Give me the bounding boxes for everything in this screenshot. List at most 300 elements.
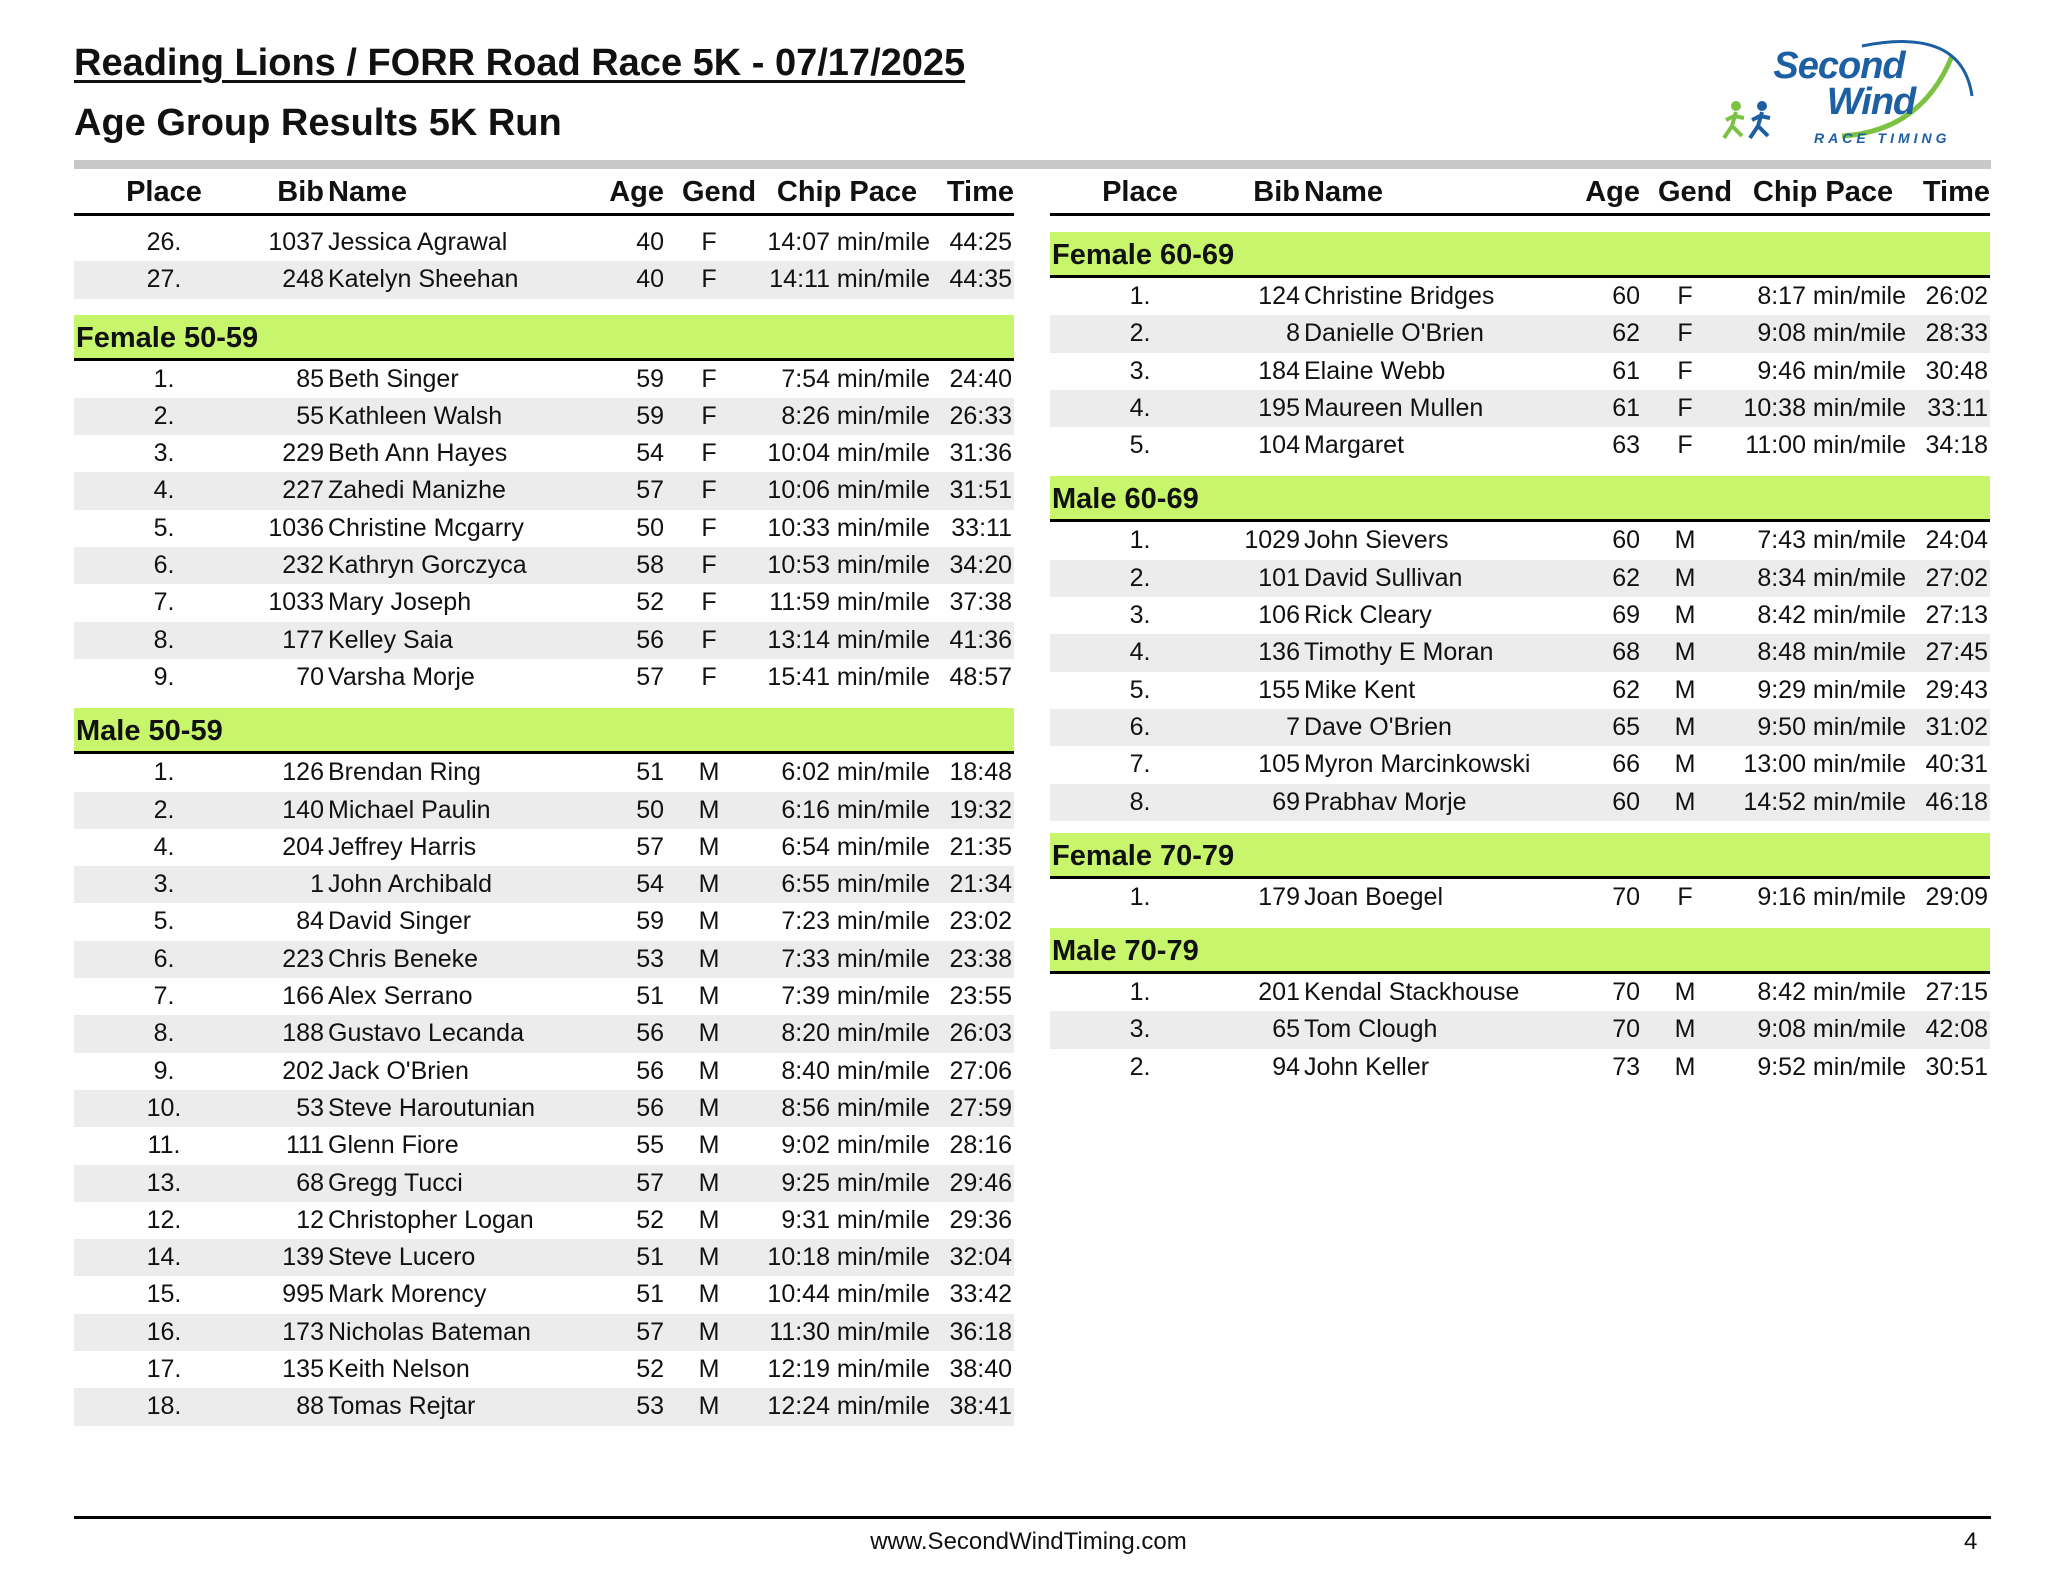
gender-cell: F: [1677, 282, 1693, 310]
gender-cell: M: [698, 1093, 720, 1122]
result-row: [74, 584, 1014, 621]
bib-cell: 1: [310, 870, 324, 899]
place-cell: 1.: [1129, 978, 1151, 1007]
header-time: Time: [946, 176, 1014, 208]
time-cell: 26:33: [949, 401, 1012, 430]
result-row: [1050, 597, 1990, 634]
age-cell: 40: [636, 228, 664, 256]
name-cell: Alex Serrano: [328, 982, 473, 1011]
bib-cell: 232: [282, 551, 324, 580]
bib-cell: 53: [296, 1093, 324, 1122]
time-cell: 28:16: [949, 1131, 1012, 1160]
chip-pace-cell: 11:00 min/mile: [1745, 431, 1906, 460]
age-cell: 51: [636, 1243, 664, 1272]
bib-cell: 166: [282, 982, 324, 1011]
name-cell: Jack O'Brien: [328, 1056, 469, 1085]
time-cell: 30:48: [1925, 356, 1988, 385]
gender-cell: F: [701, 439, 717, 468]
age-cell: 52: [636, 1355, 664, 1384]
column-header-row: [1050, 176, 1990, 216]
age-cell: 51: [636, 1280, 664, 1309]
bib-cell: 136: [1258, 638, 1300, 667]
chip-pace-cell: 12:19 min/mile: [767, 1355, 930, 1384]
gender-cell: M: [1674, 712, 1696, 741]
gender-cell: M: [698, 870, 720, 899]
logo-tagline: RACE TIMING: [1814, 130, 1951, 146]
gender-cell: M: [698, 758, 720, 787]
time-cell: 27:13: [1925, 601, 1988, 630]
name-cell: Nicholas Bateman: [328, 1317, 531, 1346]
chip-pace-cell: 6:16 min/mile: [781, 795, 930, 824]
place-cell: 6.: [153, 551, 175, 580]
time-cell: 23:02: [949, 907, 1012, 936]
age-cell: 60: [1612, 526, 1640, 555]
chip-pace-cell: 9:08 min/mile: [1757, 1015, 1906, 1044]
time-cell: 34:20: [949, 551, 1012, 580]
age-group-header: Female 70-79: [1050, 833, 1990, 879]
age-cell: 54: [636, 439, 664, 468]
time-cell: 29:46: [949, 1168, 1012, 1197]
age-cell: 68: [1612, 638, 1640, 667]
age-group-header: Female 50-59: [74, 315, 1014, 361]
time-cell: 23:55: [949, 982, 1012, 1011]
place-cell: 4.: [153, 832, 175, 861]
name-cell: Kathleen Walsh: [328, 401, 503, 430]
time-cell: 46:18: [1925, 787, 1988, 816]
bib-cell: 184: [1258, 356, 1300, 385]
place-cell: 7.: [153, 588, 175, 617]
time-cell: 38:41: [949, 1392, 1012, 1421]
age-cell: 58: [636, 551, 664, 580]
place-cell: 18.: [146, 1392, 182, 1421]
result-row: [74, 1351, 1014, 1388]
name-cell: Christine Bridges: [1304, 282, 1495, 310]
header-chip-pace: Chip Pace: [1752, 176, 1894, 208]
result-row: [1050, 278, 1990, 315]
header-place: Place: [1102, 176, 1178, 208]
place-cell: 7.: [1129, 750, 1151, 779]
chip-pace-cell: 9:29 min/mile: [1757, 675, 1906, 704]
place-cell: 7.: [153, 982, 175, 1011]
age-cell: 57: [636, 1317, 664, 1346]
chip-pace-cell: 10:18 min/mile: [767, 1243, 930, 1272]
place-cell: 5.: [1129, 675, 1151, 704]
bib-cell: 195: [1258, 393, 1300, 422]
age-cell: 57: [636, 832, 664, 861]
place-cell: 8.: [153, 1019, 175, 1048]
chip-pace-cell: 13:00 min/mile: [1743, 750, 1906, 779]
chip-pace-cell: 9:50 min/mile: [1757, 712, 1906, 741]
gender-cell: M: [698, 907, 720, 936]
place-cell: 6.: [1129, 712, 1151, 741]
age-cell: 57: [636, 476, 664, 505]
gender-cell: M: [698, 795, 720, 824]
gender-cell: F: [1677, 431, 1693, 460]
age-cell: 52: [636, 1205, 664, 1234]
gender-cell: F: [701, 265, 717, 294]
name-cell: Jessica Agrawal: [328, 228, 508, 256]
time-cell: 31:36: [949, 439, 1012, 468]
gender-cell: M: [1674, 526, 1696, 555]
gender-cell: M: [698, 1317, 720, 1346]
place-cell: 5.: [1129, 431, 1151, 460]
time-cell: 32:04: [949, 1243, 1012, 1272]
time-cell: 31:02: [1925, 712, 1988, 741]
name-cell: Michael Paulin: [328, 795, 491, 824]
time-cell: 29:09: [1925, 882, 1988, 911]
gender-cell: F: [701, 228, 717, 256]
age-cell: 53: [636, 1392, 664, 1421]
name-cell: Brendan Ring: [328, 758, 481, 787]
name-cell: Elaine Webb: [1304, 356, 1446, 385]
name-cell: Steve Lucero: [328, 1243, 476, 1272]
place-cell: 5.: [153, 907, 175, 936]
bib-cell: 204: [282, 832, 324, 861]
gender-cell: M: [698, 1168, 720, 1197]
gender-cell: F: [701, 662, 717, 691]
time-cell: 19:32: [949, 795, 1012, 824]
place-cell: 1.: [1129, 282, 1151, 310]
bib-cell: 188: [282, 1019, 324, 1048]
name-cell: Gregg Tucci: [328, 1168, 463, 1197]
place-cell: 6.: [153, 944, 175, 973]
logo-line2: Wind: [1826, 81, 1916, 123]
chip-pace-cell: 7:23 min/mile: [781, 907, 930, 936]
left-results-column: [74, 176, 1014, 1426]
gender-cell: M: [1674, 1052, 1696, 1081]
bib-cell: 68: [296, 1168, 324, 1197]
time-cell: 44:35: [949, 265, 1012, 294]
result-row: [74, 866, 1014, 903]
chip-pace-cell: 9:52 min/mile: [1757, 1052, 1906, 1081]
bib-cell: 65: [1272, 1015, 1300, 1044]
gender-cell: M: [1674, 675, 1696, 704]
place-cell: 13.: [146, 1168, 182, 1197]
time-cell: 29:43: [1925, 675, 1988, 704]
place-cell: 12.: [146, 1205, 182, 1234]
place-cell: 15.: [146, 1280, 182, 1309]
result-row: [74, 978, 1014, 1015]
place-cell: 8.: [153, 625, 175, 654]
gender-cell: M: [1674, 978, 1696, 1007]
name-cell: Gustavo Lecanda: [328, 1019, 524, 1048]
footer-url: www.SecondWindTiming.com: [870, 1528, 1187, 1555]
age-cell: 53: [636, 944, 664, 973]
result-row: [1050, 315, 1990, 352]
place-cell: 5.: [153, 513, 175, 542]
time-cell: 36:18: [949, 1317, 1012, 1346]
gender-cell: M: [698, 1019, 720, 1048]
gender-cell: M: [698, 1056, 720, 1085]
place-cell: 2.: [1129, 1052, 1151, 1081]
result-row: [74, 398, 1014, 435]
result-row: [74, 1090, 1014, 1127]
chip-pace-cell: 8:20 min/mile: [781, 1019, 930, 1048]
time-cell: 30:51: [1925, 1052, 1988, 1081]
gender-cell: F: [701, 476, 717, 505]
chip-pace-cell: 14:07 min/mile: [767, 228, 930, 256]
bib-cell: 201: [1258, 978, 1300, 1007]
age-cell: 50: [636, 795, 664, 824]
chip-pace-cell: 9:02 min/mile: [781, 1131, 930, 1160]
time-cell: 33:42: [949, 1280, 1012, 1309]
result-row: [74, 903, 1014, 940]
logo-line1: Second: [1773, 45, 1905, 87]
report-title: Reading Lions / FORR Road Race 5K - 07/17/2025: [74, 42, 966, 84]
age-group-header: Male 70-79: [1050, 928, 1990, 974]
bib-cell: 84: [296, 907, 324, 936]
name-cell: Beth Singer: [328, 364, 459, 393]
age-cell: 69: [1612, 601, 1640, 630]
place-cell: 4.: [153, 476, 175, 505]
chip-pace-cell: 11:59 min/mile: [769, 588, 930, 617]
age-cell: 62: [1612, 675, 1640, 704]
place-cell: 4.: [1129, 638, 1151, 667]
gender-cell: M: [1674, 638, 1696, 667]
time-cell: 40:31: [1925, 750, 1988, 779]
age-cell: 70: [1612, 882, 1640, 911]
chip-pace-cell: 14:11 min/mile: [769, 265, 930, 294]
gender-cell: F: [701, 625, 717, 654]
name-cell: Kelley Saia: [328, 625, 454, 654]
chip-pace-cell: 10:33 min/mile: [767, 513, 930, 542]
place-cell: 27.: [146, 265, 182, 294]
age-cell: 56: [636, 1019, 664, 1048]
result-row: [1050, 879, 1990, 916]
gender-cell: F: [701, 588, 717, 617]
age-cell: 61: [1612, 356, 1640, 385]
age-cell: 50: [636, 513, 664, 542]
header-age: Age: [1585, 176, 1640, 208]
chip-pace-cell: 11:30 min/mile: [769, 1317, 930, 1346]
place-cell: 9.: [153, 1056, 175, 1085]
name-cell: Varsha Morje: [328, 662, 475, 691]
place-cell: 10.: [146, 1093, 182, 1122]
place-cell: 3.: [1129, 356, 1151, 385]
result-row: [74, 261, 1014, 298]
name-cell: Kathryn Gorczyca: [328, 551, 527, 580]
chip-pace-cell: 8:42 min/mile: [1757, 978, 1906, 1007]
chip-pace-cell: 8:48 min/mile: [1757, 638, 1906, 667]
time-cell: 26:02: [1925, 282, 1988, 310]
bib-cell: 101: [1258, 563, 1300, 592]
time-cell: 42:08: [1925, 1015, 1988, 1044]
header-gend: Gend: [1657, 176, 1733, 208]
time-cell: 27:15: [1925, 978, 1988, 1007]
chip-pace-cell: 8:42 min/mile: [1757, 601, 1906, 630]
bib-cell: 85: [296, 364, 324, 393]
result-row: [1050, 522, 1990, 559]
chip-pace-cell: 6:02 min/mile: [781, 758, 930, 787]
name-cell: Prabhav Morje: [1304, 787, 1467, 816]
time-cell: 38:40: [949, 1355, 1012, 1384]
gender-cell: F: [1677, 393, 1693, 422]
bib-cell: 177: [282, 625, 324, 654]
time-cell: 27:06: [949, 1056, 1012, 1085]
age-cell: 52: [636, 588, 664, 617]
gender-cell: M: [698, 1243, 720, 1272]
gender-cell: F: [701, 401, 717, 430]
bib-cell: 1029: [1244, 526, 1300, 555]
gender-cell: F: [701, 513, 717, 542]
result-row: [74, 622, 1014, 659]
chip-pace-cell: 10:04 min/mile: [767, 439, 930, 468]
header-place: Place: [126, 176, 202, 208]
chip-pace-cell: 10:06 min/mile: [767, 476, 930, 505]
result-row: [74, 472, 1014, 509]
bib-cell: 8: [1286, 319, 1300, 348]
chip-pace-cell: 12:24 min/mile: [767, 1392, 930, 1421]
place-cell: 3.: [1129, 601, 1151, 630]
chip-pace-cell: 8:34 min/mile: [1757, 563, 1906, 592]
time-cell: 24:40: [949, 364, 1012, 393]
time-cell: 41:36: [949, 625, 1012, 654]
bib-cell: 88: [296, 1392, 324, 1421]
name-cell: Zahedi Manizhe: [328, 476, 506, 505]
bib-cell: 7: [1286, 712, 1300, 741]
name-cell: Margaret: [1304, 431, 1405, 460]
age-cell: 65: [1612, 712, 1640, 741]
header-time: Time: [1922, 176, 1990, 208]
result-row: [74, 1276, 1014, 1313]
header-bib: Bib: [277, 176, 324, 208]
chip-pace-cell: 15:41 min/mile: [767, 662, 930, 691]
place-cell: 4.: [1129, 393, 1151, 422]
name-cell: Tomas Rejtar: [328, 1392, 476, 1421]
header-chip-pace: Chip Pace: [776, 176, 918, 208]
gender-cell: F: [1677, 356, 1693, 385]
time-cell: 21:35: [949, 832, 1012, 861]
bib-cell: 202: [282, 1056, 324, 1085]
chip-pace-cell: 13:14 min/mile: [767, 625, 930, 654]
place-cell: 3.: [153, 439, 175, 468]
result-row: [74, 1015, 1014, 1052]
gender-cell: M: [1674, 601, 1696, 630]
chip-pace-cell: 9:31 min/mile: [781, 1205, 930, 1234]
place-cell: 3.: [1129, 1015, 1151, 1044]
name-cell: Dave O'Brien: [1304, 712, 1452, 741]
place-cell: 2.: [153, 401, 175, 430]
time-cell: 23:38: [949, 944, 1012, 973]
gender-cell: F: [1677, 882, 1693, 911]
place-cell: 17.: [146, 1355, 182, 1384]
result-row: [1050, 1011, 1990, 1048]
name-cell: Myron Marcinkowski: [1304, 750, 1531, 779]
age-cell: 59: [636, 364, 664, 393]
gender-cell: M: [698, 982, 720, 1011]
place-cell: 2.: [1129, 563, 1151, 592]
name-cell: Chris Beneke: [328, 944, 479, 973]
chip-pace-cell: 7:43 min/mile: [1757, 526, 1906, 555]
chip-pace-cell: 10:38 min/mile: [1743, 393, 1906, 422]
time-cell: 29:36: [949, 1205, 1012, 1234]
column-header-row: [74, 176, 1014, 216]
gender-cell: M: [698, 1205, 720, 1234]
age-group-header: Male 50-59: [74, 708, 1014, 754]
result-row: [74, 1202, 1014, 1239]
name-cell: Jeffrey Harris: [328, 832, 477, 861]
bib-cell: 229: [282, 439, 324, 468]
place-cell: 26.: [146, 228, 182, 256]
bib-cell: 248: [282, 265, 324, 294]
place-cell: 1.: [153, 364, 175, 393]
header-name: Name: [1304, 176, 1383, 208]
bib-cell: 1037: [268, 228, 324, 256]
time-cell: 48:57: [949, 662, 1012, 691]
time-cell: 27:59: [949, 1093, 1012, 1122]
result-row: [1050, 353, 1990, 390]
bib-cell: 1033: [268, 588, 324, 617]
place-cell: 1.: [153, 758, 175, 787]
chip-pace-cell: 9:25 min/mile: [781, 1168, 930, 1197]
age-cell: 40: [636, 265, 664, 294]
chip-pace-cell: 10:53 min/mile: [767, 551, 930, 580]
bib-cell: 69: [1272, 787, 1300, 816]
bib-cell: 173: [282, 1317, 324, 1346]
chip-pace-cell: 7:33 min/mile: [781, 944, 930, 973]
age-group-header: Female 60-69: [1050, 232, 1990, 278]
chip-pace-cell: 8:26 min/mile: [781, 401, 930, 430]
name-cell: Timothy E Moran: [1304, 638, 1494, 667]
result-row: [1050, 709, 1990, 746]
time-cell: 44:25: [949, 228, 1012, 256]
bib-cell: 12: [296, 1205, 324, 1234]
name-cell: Mike Kent: [1304, 675, 1416, 704]
chip-pace-cell: 9:46 min/mile: [1757, 356, 1906, 385]
age-cell: 56: [636, 1093, 664, 1122]
age-cell: 70: [1612, 1015, 1640, 1044]
result-row: [74, 1314, 1014, 1351]
bib-cell: 111: [285, 1131, 324, 1160]
gender-cell: F: [701, 364, 717, 393]
bib-cell: 104: [1258, 431, 1300, 460]
name-cell: Christopher Logan: [328, 1205, 534, 1234]
result-row: [74, 547, 1014, 584]
result-row: [74, 224, 1014, 261]
logo-wordmark: [1734, 45, 1944, 123]
age-cell: 62: [1612, 319, 1640, 348]
bib-cell: 1036: [268, 513, 324, 542]
time-cell: 26:03: [949, 1019, 1012, 1048]
bib-cell: 135: [282, 1355, 324, 1384]
age-cell: 59: [636, 401, 664, 430]
bib-cell: 139: [282, 1243, 324, 1272]
chip-pace-cell: 8:40 min/mile: [781, 1056, 930, 1085]
chip-pace-cell: 7:54 min/mile: [781, 364, 930, 393]
name-cell: John Sievers: [1304, 526, 1449, 555]
result-row: [1050, 974, 1990, 1011]
place-cell: 1.: [1129, 882, 1151, 911]
result-row: [74, 1165, 1014, 1202]
name-cell: Maureen Mullen: [1304, 393, 1484, 422]
bib-cell: 94: [1272, 1052, 1300, 1081]
place-cell: 2.: [1129, 319, 1151, 348]
age-cell: 70: [1612, 978, 1640, 1007]
name-cell: Beth Ann Hayes: [328, 439, 508, 468]
age-cell: 56: [636, 1056, 664, 1085]
header-gend: Gend: [681, 176, 757, 208]
time-cell: 18:48: [949, 758, 1012, 787]
chip-pace-cell: 8:56 min/mile: [781, 1093, 930, 1122]
result-row: [74, 754, 1014, 791]
result-row: [1050, 427, 1990, 464]
age-cell: 59: [636, 907, 664, 936]
bib-cell: 995: [282, 1280, 324, 1309]
gender-cell: M: [1674, 1015, 1696, 1044]
result-row: [74, 941, 1014, 978]
bib-cell: 126: [282, 758, 324, 787]
header-name: Name: [328, 176, 407, 208]
